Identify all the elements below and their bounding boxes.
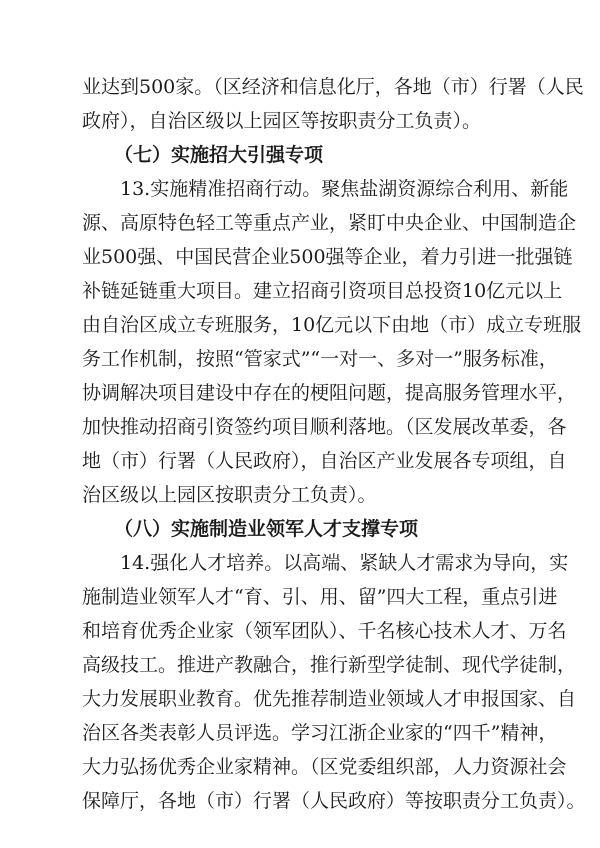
para-14-line-5: 大力发展职业教育。优先推荐制造业领域人才申报国家、自 [82, 688, 577, 710]
para-14-line-7: 大力弘扬优秀企业家精神。（区党委组织部，人力资源社会 [82, 756, 567, 778]
para-13-line-3: 业500强、中国民营企业500强等企业，着力引进一批强链 [82, 246, 573, 268]
para-14-line-6: 治区各类表彰人员评选。学习江浙企业家的“四千”精神， [82, 722, 558, 744]
heading-7: （七）实施招大引强专项 [114, 144, 324, 166]
para-13-line-1: 13.实施精准招商行动。聚焦盐湖资源综合利用、新能 [120, 178, 569, 200]
para-13-line-6: 务工作机制，按照“管家式”“一对一、多对一”服务标准， [82, 348, 558, 370]
para-13-line-5: 由自治区成立专班服务，10亿元以下由地（市）成立专班服 [82, 314, 582, 336]
para-13-line-2: 源、高原特色轻工等重点产业，紧盯中央企业、中国制造企 [82, 212, 577, 234]
para-13-line-4: 补链延链重大项目。建立招商引资项目总投资10亿元以上 [82, 280, 563, 302]
para-14-line-2: 施制造业领军人才“育、引、用、留”四大工程，重点引进 [82, 586, 558, 608]
para-14-line-8: 保障厅，各地（市）行署（人民政府）等按职责分工负责）。 [82, 790, 586, 812]
para-cont-line-1: 业达到500家。（区经济和信息化厅，各地（市）行署（人民 [82, 76, 584, 98]
heading-8: （八）实施制造业领军人才支撑专项 [114, 518, 419, 540]
para-cont-line-2: 政府），自治区级以上园区等按职责分工负责）。 [82, 110, 482, 132]
para-13-line-10: 治区级以上园区按职责分工负责）。 [82, 484, 377, 506]
para-13-line-7: 协调解决项目建设中存在的梗阻问题，提高服务管理水平， [82, 382, 577, 404]
para-14-line-1: 14.强化人才培养。以高端、紧缺人才需求为导向，实 [120, 552, 569, 574]
para-13-line-8: 加快推动招商引资签约项目顺利落地。（区发展改革委，各 [82, 416, 567, 438]
para-14-line-3: 和培育优秀企业家（领军团队）、千名核心技术人才、万名 [82, 620, 567, 642]
para-13-line-9: 地（市）行署（人民政府），自治区产业发展各专项组，自 [82, 450, 567, 472]
para-14-line-4: 高级技工。推进产教融合，推行新型学徒制、现代学徒制， [82, 654, 577, 676]
